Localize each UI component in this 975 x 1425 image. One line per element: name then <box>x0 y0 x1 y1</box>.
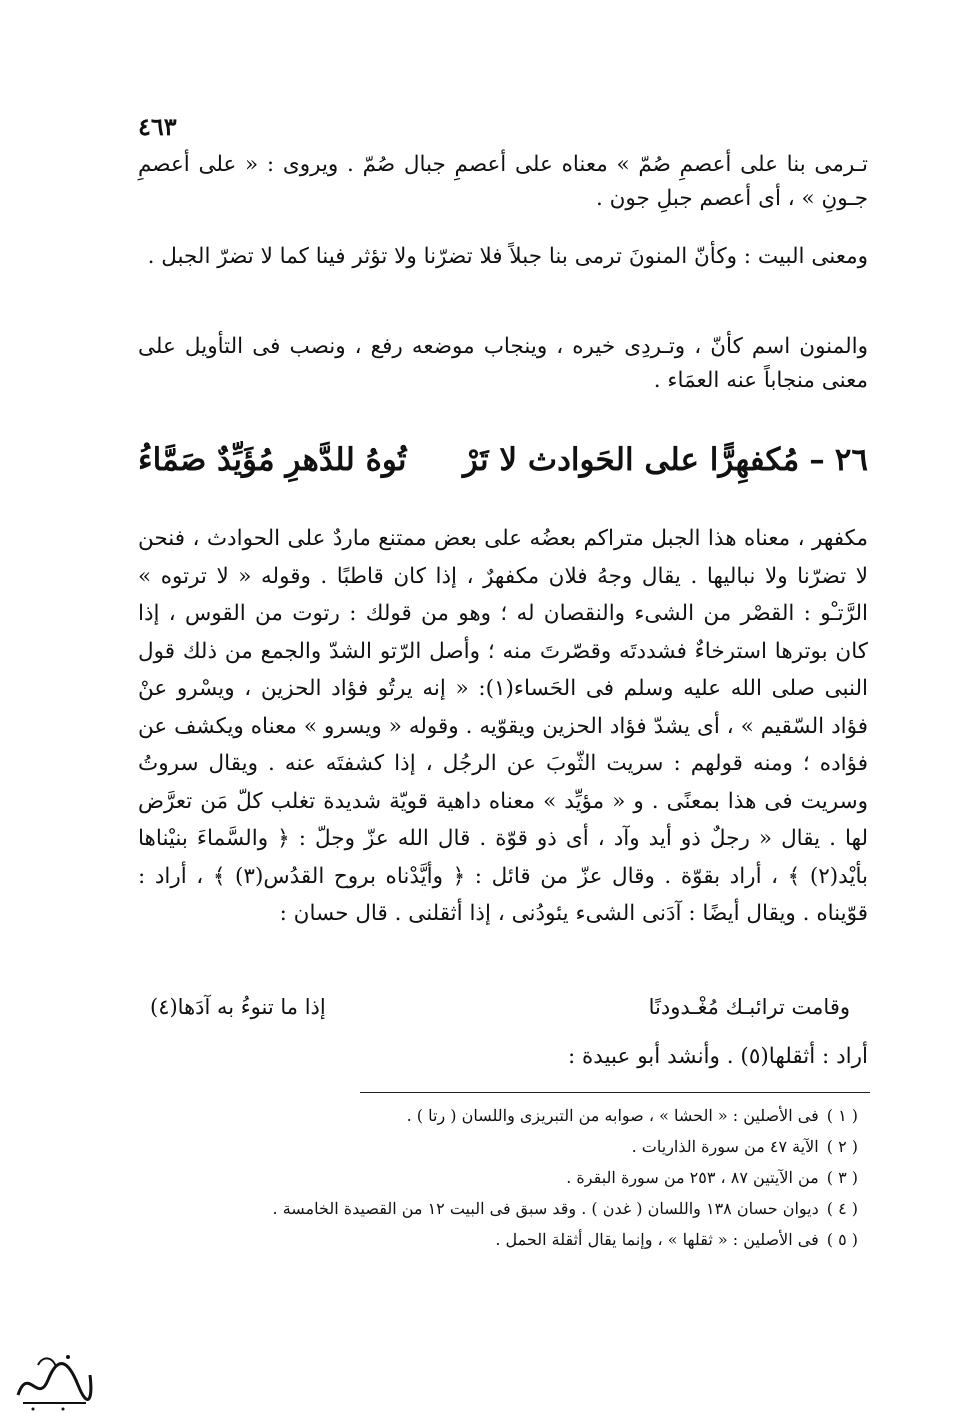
footnote-divider <box>360 1092 870 1093</box>
commentary <box>138 520 868 933</box>
calligraphy-logo-icon <box>8 1345 98 1415</box>
verse-dash: – <box>809 442 825 478</box>
footnotes <box>138 1100 858 1255</box>
paragraph-text: والمنون اسم كأنّ ، وتـردِى خيره ، وينجاب موضعه رفع ، ونصب فى التأويل على معنى منجاباً عنه العمَاء . <box>138 334 868 393</box>
paragraph <box>138 148 868 216</box>
footnote <box>138 1162 858 1193</box>
footnote-text: ديوان حسان ١٣٨ واللسان ( غدن ) . وقد سبق فى البيت ١٢ من القصيدة الخامسة . <box>272 1199 819 1218</box>
quoted-verse <box>150 990 850 1024</box>
footnote-text: فى الأصلين : « ثقلها » ، وإنما يقال أثقلة الحمل . <box>495 1230 819 1249</box>
footnote-number: ( ٢ ) <box>826 1137 858 1156</box>
commentary-text: مكفهر ، معناه هذا الجبل متراكم بعضُه على بعض ممتنع ماردٌ على الحوادث ، فنحن لا تضرّنا ولا نباليها . يقال وجهُ فلان مكفهرٌ ، إذا كان قاطبًا . وقوله « لا ترتوه » الرَّتـْو : القصْر من الشىء والنقصان له ؛ وهو من قولك : رتوت من القوس ، إذا كان بوترها استرخاءٌ فشددتَه وقصّرتَ منه ؛ وأصل الرّتو الشدّ والجمع من ذلك قول النبى صلى الله عليه وسلم فى الحَساء(١): « إنه يرتُو فؤاد الحزين ، ويسْرو عنْ فؤاد السّقيم » ، أى يشدّ فؤاد الحزين ويقوّيه . وقوله « ويسرو » معناه ويكشف عن فؤاده ؛ ومنه قولهم : سريت الثّوبَ عن الرجُل ، إذا كشفتَه عنه . ويقال سروتُ وسريت فى هذا بمعنًى . و « مؤيِّد » معناه داهية قويّة شديدة تغلب كلّ مَن تعرَّض لها . يقال « رجلٌ ذو أيد وآد ، أى ذو قوّة . قال الله عزّ وجلّ : ﴿ والسَّماءَ بنيْناها بأيْد(٢) ﴾ ، أراد بقوّة . وقال عزّ من قائل : ﴿ وأيَّدْناه بروح القدُس(٣) ﴾ ، أراد : قوّيناه . ويقال أيضًا : آدَنى الشىء يئودُنى ، إذا أثقلنى . قال حسان : <box>138 526 868 926</box>
paragraph <box>138 330 868 398</box>
verse-number: ٢٦ <box>834 442 868 478</box>
paragraph-text: تـرمى بنا على أعصمِ صُمّ » معناه على أعصمِ جبال صُمّ . ويروى : « على أعصمِ جـونِ » ، أى أعصم جبلِ جون . <box>138 152 868 211</box>
footnote <box>138 1131 858 1162</box>
poem-verse <box>138 437 868 483</box>
page-number: ٤٦٣ <box>138 112 177 141</box>
verse-first-hemistich: مُكفهِرًّا على الحَوادث لا تَرْ <box>462 442 800 478</box>
footnote-number: ( ١ ) <box>826 1106 858 1125</box>
footnote-text: من الآيتين ٨٧ ، ٢٥٣ من سورة البقرة . <box>566 1168 819 1187</box>
paragraph-text: ومعنى البيت : وكأنّ المنونَ ترمى بنا جبلاً فلا تضرّنا ولا تؤثر فينا كما لا تضرّ الجبل . <box>147 244 868 269</box>
footnote-number: ( ٥ ) <box>826 1230 858 1249</box>
footnote <box>138 1193 858 1224</box>
verse-second-hemistich: تُوهُ للدَّهرِ مُؤَيِّدٌ صَمَّاءُ <box>138 442 407 478</box>
footnote-text: فى الأصلين : « الحشا » ، صوابه من التبريزى واللسان ( رتا ) . <box>406 1106 819 1125</box>
paragraph <box>138 240 868 274</box>
footnote <box>138 1224 858 1255</box>
quoted-second-hemistich: إذا ما تنوءُ به آدَها(٤) <box>150 995 326 1019</box>
paragraph-text: أراد : أثقلها(٥) . وأنشد أبو عبيدة : <box>567 1044 868 1069</box>
footnote <box>138 1100 858 1131</box>
footnote-number: ( ٣ ) <box>826 1168 858 1187</box>
quoted-first-hemistich: وقامت ترائبـك مُغْـدودنًا <box>648 995 850 1019</box>
footnote-text: الآية ٤٧ من سورة الذاريات . <box>631 1137 819 1156</box>
footnote-number: ( ٤ ) <box>826 1199 858 1218</box>
paragraph <box>138 1040 868 1074</box>
